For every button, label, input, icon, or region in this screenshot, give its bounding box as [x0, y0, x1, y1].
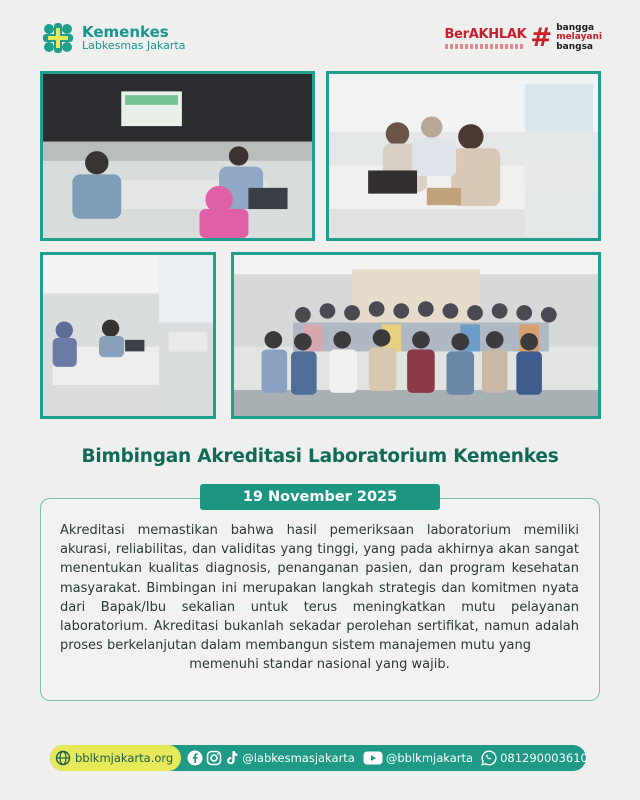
description-last-line: memenuhi standar nasional yang wajib. — [189, 657, 450, 673]
photo-lab-room — [40, 252, 216, 419]
phone-text: 081290003610 — [500, 751, 588, 765]
date-badge: 19 November 2025 — [200, 484, 440, 510]
tagline — [556, 24, 602, 52]
website-link[interactable] — [50, 745, 181, 771]
berakhlak-logo — [445, 24, 602, 52]
photo-consultation — [326, 71, 601, 241]
website-text: bblkmjakarta.org — [75, 751, 174, 765]
footer-bar — [50, 745, 586, 771]
globe-icon — [55, 750, 71, 766]
photo-training-room — [40, 71, 315, 241]
logo-subtitle: Labkesmas Jakarta — [82, 39, 186, 53]
photo-group — [231, 252, 601, 419]
social-handle-text: @labkesmasjakarta — [242, 751, 355, 765]
youtube-link[interactable] — [363, 751, 473, 765]
whatsapp-link[interactable] — [481, 750, 588, 766]
instagram-icon[interactable] — [206, 750, 222, 766]
page-title: Bimbingan Akreditasi Laboratorium Kemenkes — [81, 446, 559, 467]
kemenkes-logo-icon — [40, 20, 76, 56]
facebook-icon[interactable] — [187, 750, 203, 766]
hashtag-icon: # — [530, 23, 553, 54]
description-text — [60, 521, 579, 675]
description-paragraph: Akreditasi memastikan bahwa hasil pemeriksaan laboratorium memiliki akurasi, reliabilitas, dan validitas yang tinggi, yang pada akhirnya akan sangat menentukan kualitas diagnosis, penanganan pasien, dan program kesehatan masyarakat. Bimbingan ini merupakan langkah strategis dan komitmen nyata dari Bapak/Ibu sekalian untuk terus meningkatkan mutu pelayanan laboratorium. Akreditasi bukanlah sekadar perolehan sertifikat, namun adalah proses berkelanjutan dalam membangun sistem manajemen mutu yang — [60, 523, 579, 654]
kemenkes-logo — [40, 20, 186, 56]
core-values-label: BerAKHLAK — [444, 27, 527, 43]
description-box — [40, 498, 600, 701]
whatsapp-icon[interactable] — [481, 750, 497, 766]
youtube-handle-text: @bblkmjakarta — [385, 751, 474, 765]
tiktok-icon[interactable] — [225, 750, 239, 766]
tagline-line-2: melayani — [556, 32, 602, 43]
tagline-line-3: bangsa — [556, 41, 593, 52]
youtube-icon[interactable] — [363, 751, 383, 765]
social-link[interactable] — [187, 750, 355, 766]
logo-name: Kemenkes — [82, 22, 169, 41]
core-values-fineprint — [445, 44, 525, 49]
tagline-line-1: bangga — [556, 23, 595, 33]
